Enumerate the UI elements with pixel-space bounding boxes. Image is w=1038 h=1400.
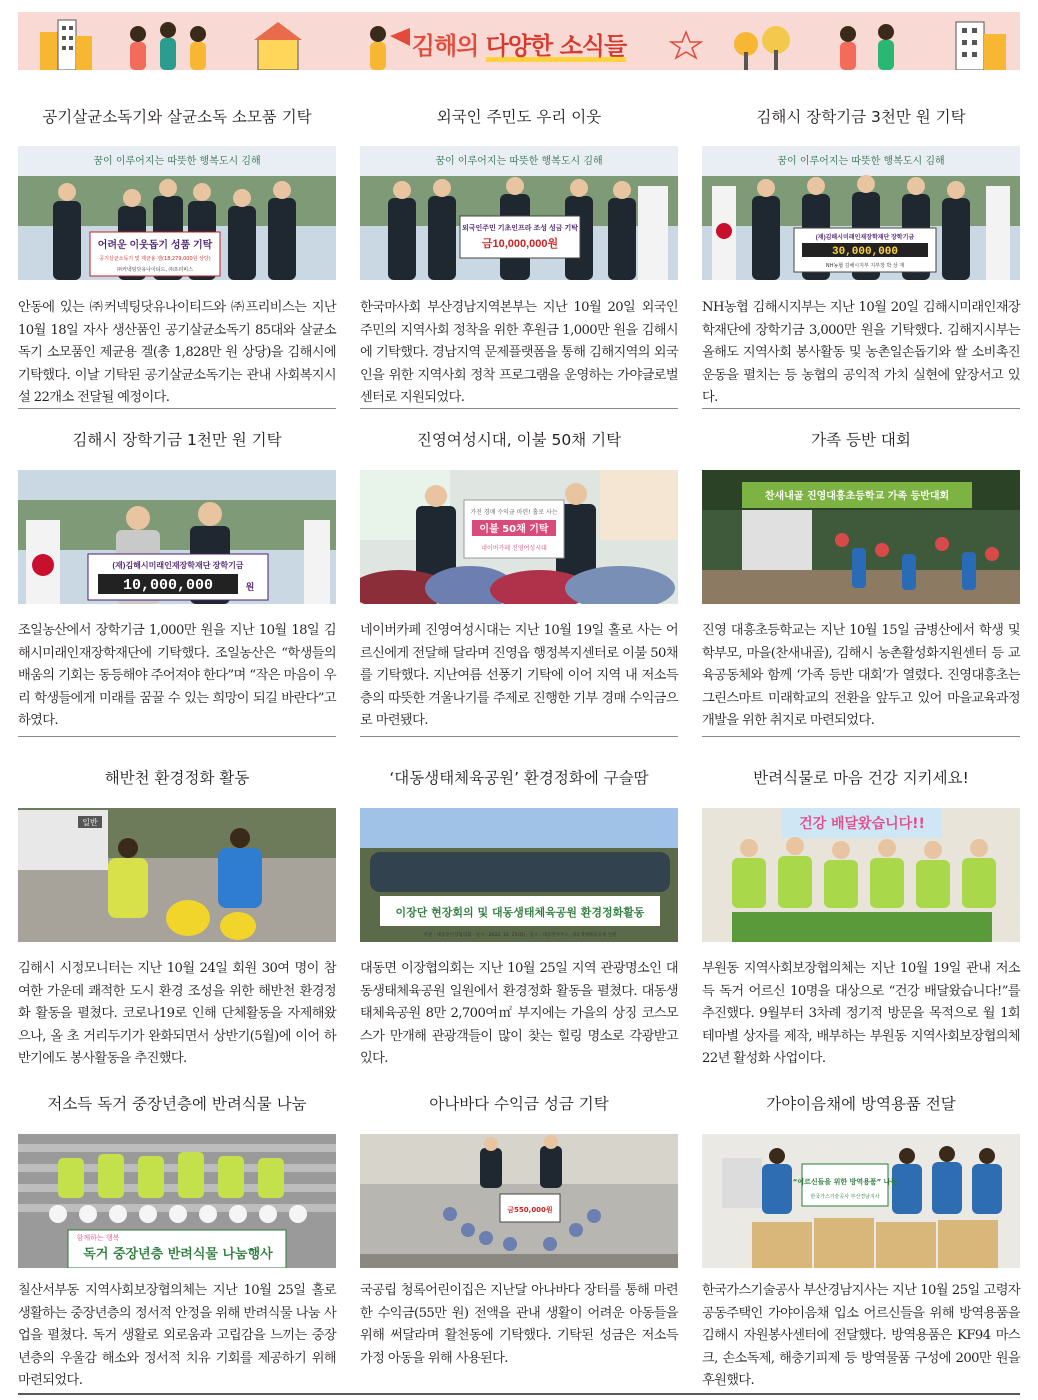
article-photo [360,146,678,280]
article-photo [360,1134,678,1268]
article-3 [702,105,1020,405]
photo-sign-org: 한국가스기술공사 부산경남지사 [810,1194,880,1200]
photo-sign-text: 이장단 현장회의 및 대동생태체육공원 환경정화활동 [395,906,645,919]
photo-sign-org: NH농협 김해시지부 지부장 박 상 재 [825,263,905,269]
divider [360,736,678,737]
article-title: 해반천 환경정화 활동 [104,769,250,787]
article-photo [18,146,336,280]
photo-sign-org: 네이버카페 진영여성시대 [481,545,547,552]
divider [702,408,1020,409]
article-5 [360,428,678,728]
divider [18,736,336,737]
photo-sign-subtext: 가진 경매 수익금 마련! 홀로 사는 [470,509,558,516]
photo-sign-org: ㈜커넥팅닷유나이티드, ㈜프리비스 [117,267,193,273]
article-7 [18,766,336,1066]
photo-sign-text: 찬새내골 진영대흥초등학교 가족 등반대회 [764,491,950,502]
article-title: 김해시 장학기금 1천만 원 기탁 [72,431,282,449]
article-1 [18,105,336,405]
article-6 [702,428,1020,728]
header-banner [18,12,1020,70]
article-12 [702,1092,1020,1388]
photo-sign-subtext: 함께하는 행복 [76,1234,120,1242]
photo-sign-unit: 원 [245,583,255,593]
photo-sign-amount: 금10,000,000원 [481,238,559,250]
photo-sign-text: 독거 중장년층 반려식물 나눔행사 [83,1247,273,1262]
divider [702,736,1020,737]
article-body: 칠산서부동 지역사회보장협의체는 지난 10월 25일 홀로 생활하는 중장년층의 정서적 안정을 위해 반려식물 나눔 사업을 펼쳤다. 독거 생활로 외로움과 고립감을 느끼는 중장년층의 우울감 해소와 정서적 치유 기회를 제공하기 위해 마련되었다. [18,1283,336,1388]
article-photo [702,1134,1020,1268]
divider [18,408,336,409]
article-photo [18,470,336,604]
article-photo [702,808,1020,942]
article-body: NH농협 김해시지부는 지난 10월 20일 김해시미래인재장학재단에 장학기금 3,000만 원을 기탁했다. 김해지시부는 올해도 지역사회 봉사활동 및 농촌일손돕기와 쌀 소비촉진운동을 펼치는 등 농협의 공익적 가치 실현에 앞장서고 있다. [702,300,1020,405]
article-title: ‘대동생태체육공원’ 환경정화에 구슬땀 [389,769,649,787]
article-photo [18,1134,336,1268]
article-11 [360,1092,678,1366]
article-title: 가야이음채에 방역용품 전달 [766,1095,956,1113]
photo-banner-text: 꿈이 이루어지는 따뜻한 행복도시 김해 [93,156,261,167]
photo-banner-text: 꿈이 이루어지는 따뜻한 행복도시 김해 [435,156,603,167]
article-title: 반려식물로 마음 건강 지키세요! [753,769,969,787]
page-title-prefix: 김해의 [411,32,486,60]
article-title: 공기살균소독기와 살균소독 소모품 기탁 [42,108,312,126]
photo-sign-text: 어려운 이웃돕기 성품 기탁 [97,240,213,251]
article-body: 대동면 이장협의회는 지난 10월 25일 지역 관광명소인 대동생태체육공원 일원에서 환경정화 활동을 펼쳤다. 대동생태체육공원 8만 2,700여㎡ 부지에는 가을의 상징 코스모스가 만개해 관광객들이 많이 찾는 힐링 명소로 각광받고 있다. [360,961,678,1066]
divider [360,408,678,409]
photo-sign-text: 금550,000원 [507,1206,553,1214]
article-8 [360,766,678,1066]
article-body: 한국마사회 부산경남지역본부는 지난 10월 20일 외국인 주민의 지역사회 정착을 위한 후원금 1,000만 원을 김해시에 기탁했다. 경남지역 문제플랫폼을 통해 김해지역의 외국인을 위한 지역사회 정착 프로그램을 운영하는 가야글로벌센터로 지원되었다. [360,300,678,405]
photo-sign-text: 일반 [82,818,98,827]
article-4 [18,428,336,728]
article-photo [702,470,1020,604]
photo-sign-text: 이불 50채 기탁 [479,524,549,535]
photo-sign-text: (재)김해시미래인재장학재단 장학기금 [112,561,244,570]
photo-sign-text: (재)김해시미래인재장학재단 장학기금 [815,235,915,241]
article-title: 외국인 주민도 우리 이웃 [436,108,602,126]
photo-sign-amount: 10,000,000 [122,577,214,594]
article-body: 안동에 있는 ㈜커넥팅닷유나이티드와 ㈜프리비스는 지난 10월 18일 자사 생산품인 공기살균소독기 85대와 살균소독기 소모품인 제균용 겔(총 1,828만 원 상당)을 김해시에 기탁했다. 이날 기탁된 공기살균소독기는 관내 사회복지시설 22개소 전달될 예정이다. [18,300,336,405]
article-10 [18,1092,336,1388]
page-title-highlight: 다양한 소식들 [485,32,627,60]
article-body: 부원동 지역사회보장협의체는 지난 10월 19일 관내 저소득 독거 어르신 10명을 대상으로 “건강 배달왔습니다!”를 추진했다. 9월부터 3차례 정기적 방문을 목적으로 월 1회 테마별 상자를 제작, 배부하는 부원동 지역사회보장협의체 22년 활성화 사업이다. [702,961,1020,1066]
photo-sign-text: 건강 배달왔습니다!! [799,816,925,832]
photo-sign-subtext: 공기살균소독기 및 제균용 겔(18,279,000원 상당) [99,256,211,262]
article-2 [360,105,678,405]
article-photo [702,146,1020,280]
article-body: 진영 대흥초등학교는 지난 10월 15일 금병산에서 학생 및 학부모, 마을(찬새내골), 김해시 농촌활성화지원센터 등 교육공동체와 함께 ‘가족 등반 대회’가 열렸다. 진영대흥초는 그린스마트 미래학교의 전환을 앞두고 있어 마을교육과정 개발을 위한 취지로 마련되었다. [702,623,1020,728]
photo-sign-text: 외국인주민 기초인프라 조성 성금 기탁 [462,225,578,232]
article-body: 한국가스기술공사 부산경남지사는 지난 10월 25일 고령자 공동주택인 가야이음채 입소 어르신들을 위해 방역용품을 김해시 자원봉사센터에 전달했다. 방역용품은 KF94 마스크, 손소독제, 해충기피제 등 방역물품 구성에 200만 원을 후원했다. [702,1283,1020,1388]
photo-sign-text: “어르신들을 위한 방역용품” 나눔 [792,1178,898,1186]
article-title: 진영여성시대, 이불 50채 기탁 [416,431,622,449]
article-body: 네이버카페 진영여성시대는 지난 10월 19일 홀로 사는 어르신에게 전달해 달라며 진영읍 행정복지센터로 이불 50채를 기탁했다. 지난여름 선풍기 기탁에 이어 지역 내 저소득층의 따뜻한 겨울나기를 주제로 진행한 기부 경매 수익금으로 마련됐다. [360,623,678,728]
article-title: 가족 등반 대회 [811,431,911,449]
article-title: 아나바다 수익금 성금 기탁 [429,1095,609,1113]
article-9 [702,766,1020,1066]
article-photo [360,470,678,604]
article-photo [18,808,336,942]
photo-sign-subtext: 주관 : 대동면이장협의회 · 일시 : 2022. 10. 25(화) · 장소 : 대동면사무소, 대동생태체육공원 일원 [423,933,617,938]
photo-banner-text: 꿈이 이루어지는 따뜻한 행복도시 김해 [777,156,945,167]
article-body: 김해시 시정모니터는 지난 10월 24일 회원 30여 명이 참여한 가운데 쾌적한 도시 환경 조성을 위한 해반천 환경정화 활동을 펼쳤다. 코로나19로 인해 단체활동을 자제해왔으나, 올 초 거리두기가 완화되면서 상반기(5월)에 이어 하반기에도 봉사활동을 추진했다. [18,961,336,1066]
page-title [18,26,1020,61]
article-body: 국공립 청록어린이집은 지난달 아나바다 장터를 통해 마련한 수익금(55만 원) 전액을 관내 생활이 어려운 아동들을 위해 써달라며 활천동에 기탁했다. 기탁된 성금은 저소득 가정 아동을 위해 사용된다. [360,1283,678,1366]
page-bottom-rule [18,1393,1020,1395]
article-title: 저소득 독거 중장년층에 반려식물 나눔 [47,1095,307,1113]
article-body: 조일농산에서 장학기금 1,000만 원을 지난 10월 18일 김해시미래인재장학재단에 기탁했다. 조일농산은 “학생들의 배움의 기회는 동등해야 주어져야 한다”며 “작은 마음이 우리 학생들에게 미래를 꿈꿀 수 있는 희망이 되길 바란다”고 하였다. [18,623,336,728]
photo-sign-amount: 30,000,000 [831,246,899,258]
article-photo [360,808,678,942]
article-title: 김해시 장학기금 3천만 원 기탁 [756,108,966,126]
